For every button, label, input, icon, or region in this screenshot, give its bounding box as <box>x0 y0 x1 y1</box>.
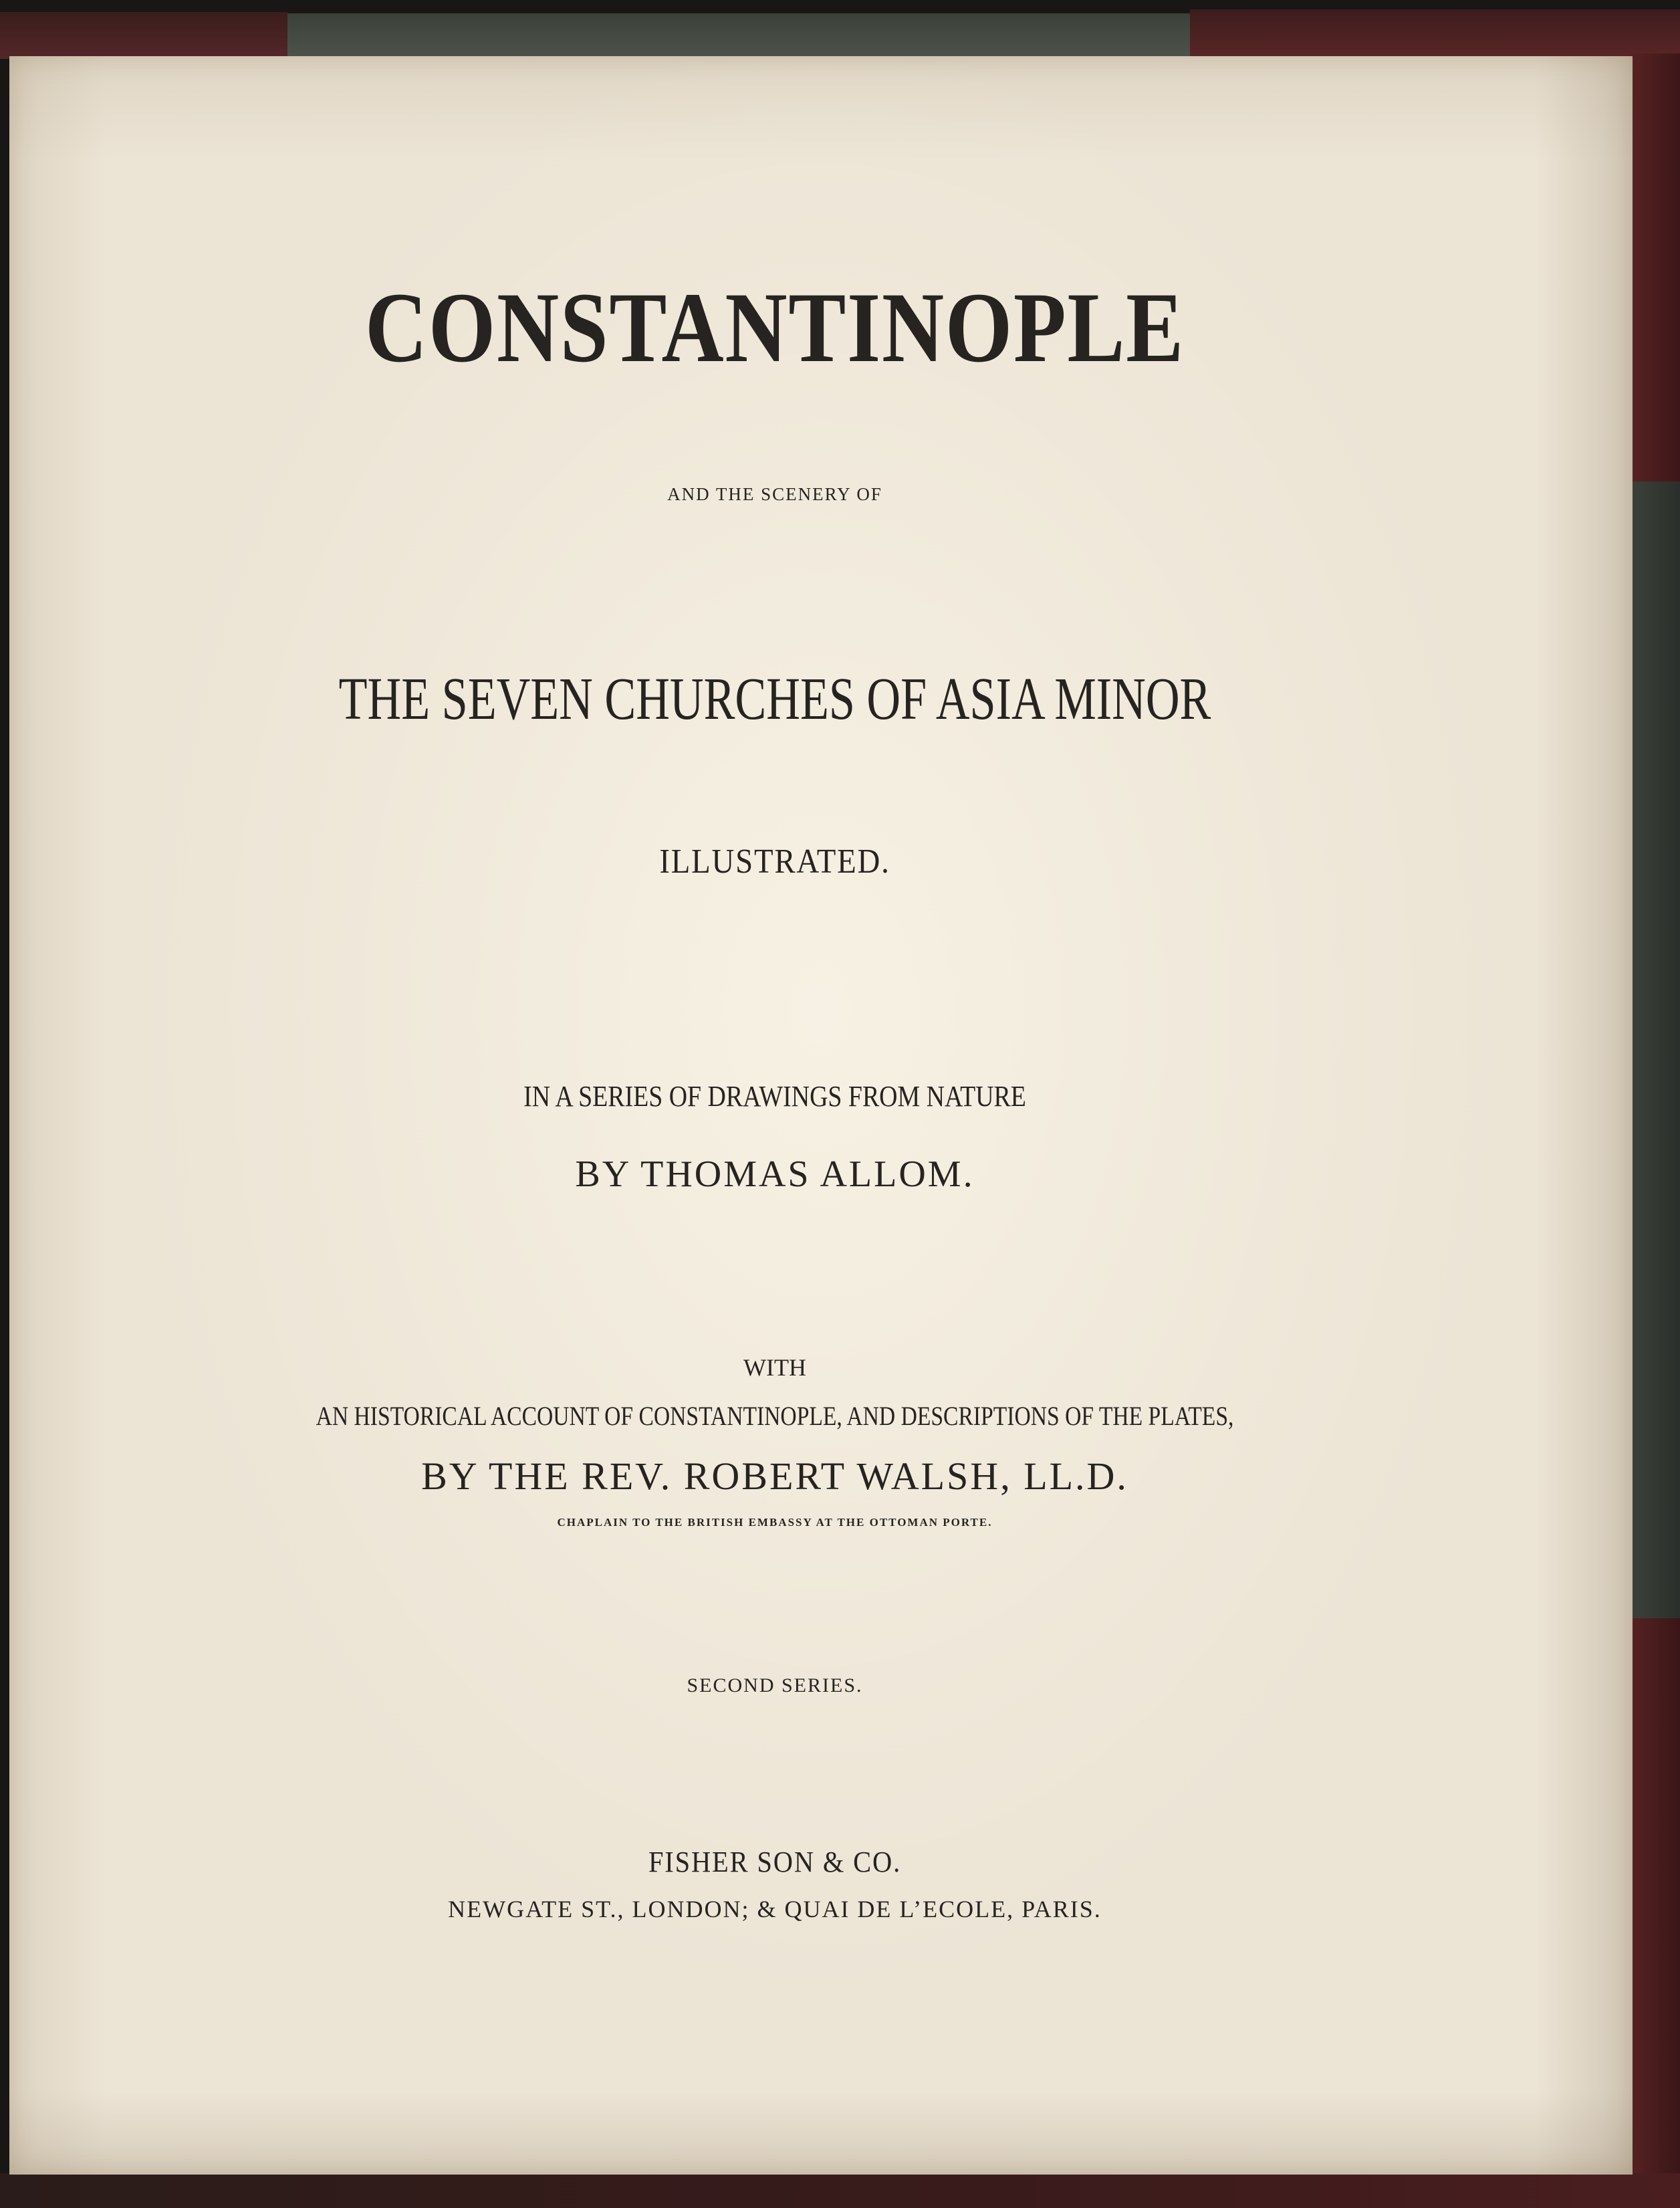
author-role: CHAPLAIN TO THE BRITISH EMBASSY AT THE OTTOMAN PORTE. <box>557 1516 993 1529</box>
artist-credit: BY THOMAS ALLOM. <box>575 1153 975 1195</box>
publisher-name: FISHER SON & CO. <box>648 1846 902 1878</box>
binding-right-red-lower <box>1625 1618 1680 2208</box>
title-page-paper <box>9 56 1633 2175</box>
publisher-address: NEWGATE ST., LONDON; & QUAI DE L’ECOLE, PARIS. <box>448 1896 1102 1922</box>
binding-right-green-middle <box>1625 481 1680 1618</box>
historical-account-line: AN HISTORICAL ACCOUNT OF CONSTANTINOPLE, AND DESCRIPTIONS OF THE PLATES, <box>316 1401 1234 1431</box>
with-label: WITH <box>743 1354 806 1381</box>
binding-top-red-edge <box>0 12 287 59</box>
title-page-text-block <box>9 56 1633 2175</box>
subtitle-connector: AND THE SCENERY OF <box>667 484 882 504</box>
binding-top-green-edge <box>287 13 1190 59</box>
binding-top-right-red-edge <box>1190 9 1680 59</box>
binding-right-red-upper <box>1625 53 1680 481</box>
main-title: CONSTANTINOPLE <box>365 272 1185 383</box>
illustrated-label: ILLUSTRATED. <box>659 843 890 881</box>
binding-bottom-edge <box>0 2173 1680 2208</box>
second-title: THE SEVEN CHURCHES OF ASIA MINOR <box>338 666 1211 732</box>
author-credit: BY THE REV. ROBERT WALSH, LL.D. <box>421 1454 1128 1498</box>
drawings-line: IN A SERIES OF DRAWINGS FROM NATURE <box>523 1080 1026 1113</box>
series-label: SECOND SERIES. <box>687 1674 863 1696</box>
